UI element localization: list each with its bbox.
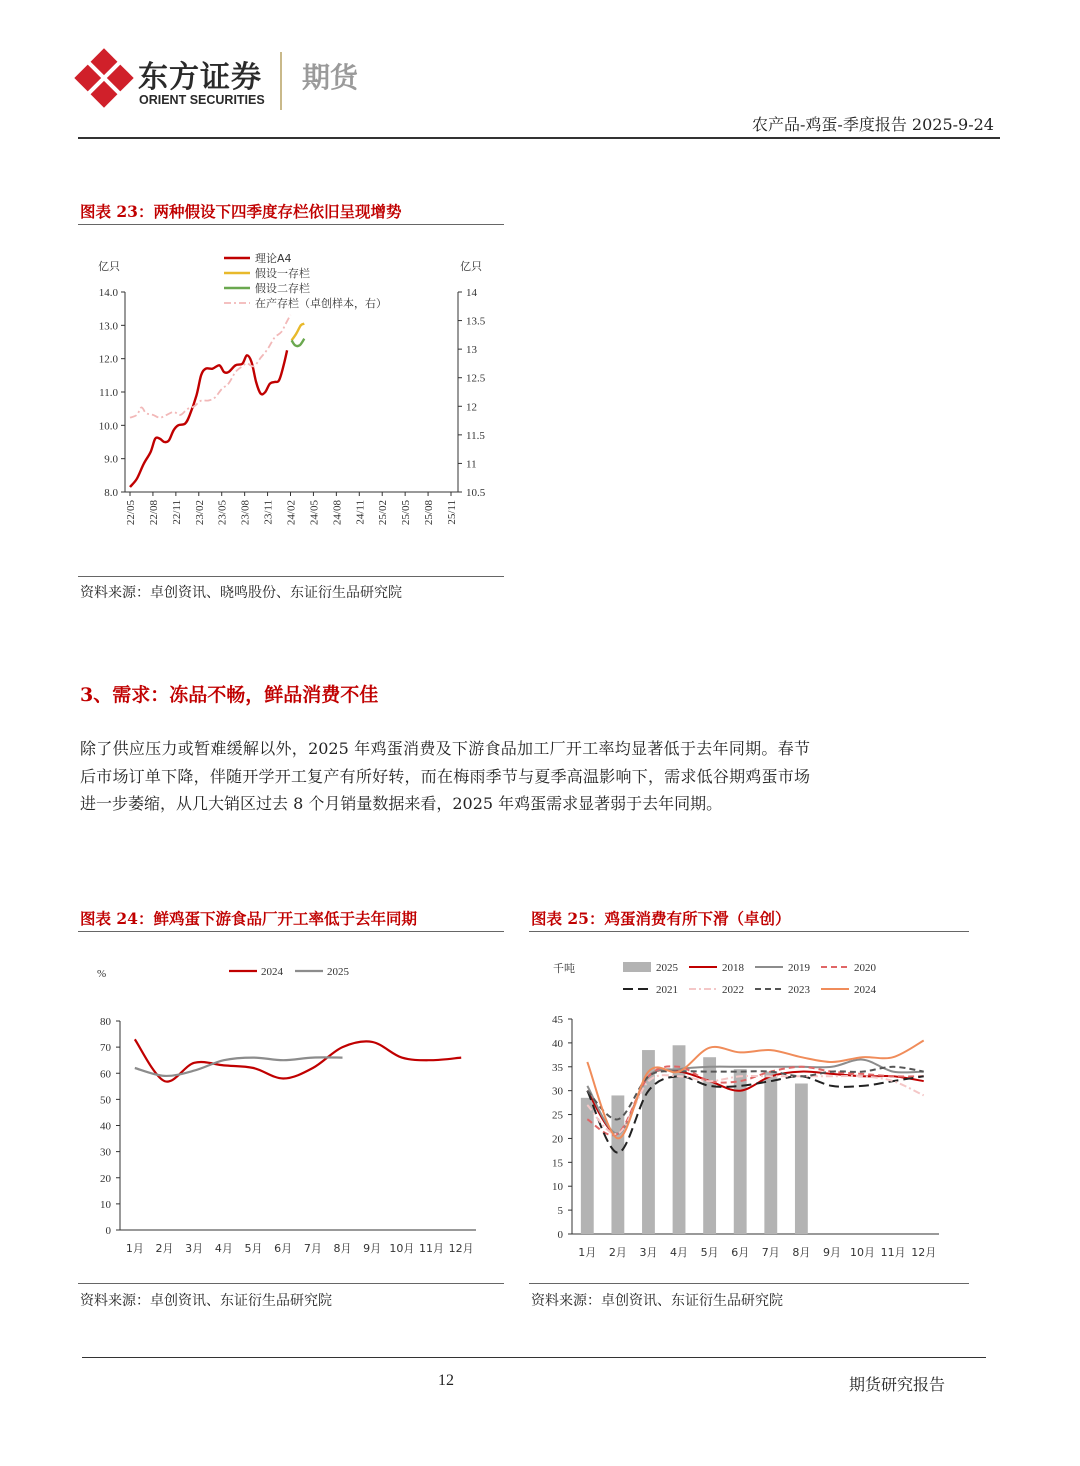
fig25-legend-label: 2023 [788, 984, 810, 996]
fig23-legend-label: 在产存栏（卓创样本，右） [255, 297, 387, 310]
fig25-x-tick-label: 4月 [670, 1246, 689, 1259]
fig23-left-tick-label: 9.0 [104, 453, 118, 466]
fig23-series-line [130, 315, 291, 418]
fig24-y-tick-label: 80 [100, 1016, 111, 1028]
fig25-legend-swatch [623, 962, 651, 972]
fig24-unit: % [97, 968, 107, 980]
fig23-x-tick-label: 23/05 [216, 500, 229, 526]
fig24-x-tick-label: 3月 [185, 1242, 204, 1255]
fig23-x-tick-label: 25/08 [423, 500, 436, 526]
fig25-bar [673, 1045, 686, 1234]
fig25-y-tick-label: 10 [552, 1181, 563, 1194]
header-rule [78, 137, 1000, 139]
fig23-title: 图表 23：两种假设下四季度存栏依旧呈现增势 [80, 202, 402, 221]
fig25-y-tick-label: 5 [557, 1205, 563, 1218]
fig23-x-tick-label: 23/08 [239, 500, 252, 526]
fig24-x-tick-label: 2月 [155, 1242, 174, 1255]
fig23-x-tick-label: 25/11 [446, 500, 458, 525]
fig23-right-tick-label: 13.5 [466, 315, 486, 328]
fig23-x-tick-label: 24/02 [285, 500, 298, 526]
fig24-y-tick-label: 30 [100, 1146, 111, 1159]
logo-subtitle: 期货 [302, 61, 359, 94]
fig25-y-tick-label: 0 [557, 1229, 563, 1241]
page-number: 12 [438, 1372, 454, 1389]
fig23-right-tick-label: 11.5 [466, 429, 485, 442]
fig23-x-tick-label: 24/08 [331, 500, 344, 526]
fig25-legend-label: 2019 [788, 962, 810, 974]
fig23-left-unit: 亿只 [98, 260, 120, 273]
fig25-x-tick-label: 6月 [731, 1246, 750, 1259]
fig23-left-tick-label: 10.0 [98, 420, 118, 433]
fig23-right-tick-label: 10.5 [466, 487, 486, 499]
fig25-x-tick-label: 8月 [792, 1246, 811, 1259]
logo-divider [280, 52, 282, 110]
fig23-right-unit: 亿只 [460, 260, 482, 273]
fig24-x-tick-label: 6月 [274, 1242, 293, 1255]
fig25-y-tick-label: 35 [552, 1061, 563, 1074]
fig25-legend-label: 2022 [722, 984, 744, 996]
fig24-y-tick-label: 70 [100, 1042, 111, 1055]
fig24-series-line [135, 1039, 461, 1081]
fig24-title: 图表 24：鲜鸡蛋下游食品厂开工率低于去年同期 [80, 909, 417, 928]
section-heading: 3、需求：冻品不畅，鲜品消费不佳 [80, 684, 379, 706]
fig25-x-tick-label: 2月 [608, 1246, 627, 1259]
fig25-y-tick-label: 40 [552, 1037, 563, 1050]
fig24-source: 资料来源：卓创资讯、东证衍生品研究院 [80, 1293, 332, 1309]
fig23-x-tick-label: 25/02 [377, 500, 390, 526]
fig25-title-rule [529, 931, 969, 932]
fig23-series-line [292, 324, 305, 341]
fig24-x-tick-label: 9月 [363, 1242, 382, 1255]
fig23-series-line [292, 339, 305, 346]
fig24-x-tick-label: 8月 [333, 1242, 352, 1255]
fig25-y-tick-label: 30 [552, 1085, 563, 1098]
fig25-bar [611, 1095, 624, 1234]
fig23-x-tick-label: 23/02 [193, 500, 206, 526]
fig24-y-tick-label: 40 [100, 1120, 111, 1133]
fig23-right-tick-label: 14 [466, 287, 477, 299]
fig24-y-tick-label: 10 [100, 1198, 111, 1211]
report-line: 农产品-鸡蛋-季度报告 2025-9-24 [752, 115, 994, 134]
fig23-x-tick-label: 22/08 [147, 500, 160, 526]
fig25-series-line [587, 1076, 923, 1153]
fig25-bar [764, 1072, 777, 1234]
fig23-right-tick-label: 11 [466, 458, 477, 471]
fig25-legend-label: 2025 [656, 962, 678, 974]
fig25-legend-label: 2021 [656, 984, 678, 996]
fig25-x-tick-label: 7月 [761, 1246, 780, 1259]
fig23-x-tick-label: 24/05 [308, 500, 321, 526]
fig25-x-tick-label: 1月 [578, 1246, 597, 1259]
fig23-left-tick-label: 11.0 [99, 387, 118, 399]
fig25-x-tick-label: 10月 [850, 1246, 876, 1259]
fig24-x-tick-label: 7月 [303, 1242, 322, 1255]
fig23-right-tick-label: 12.5 [466, 372, 486, 385]
fig25-x-tick-label: 9月 [822, 1246, 841, 1259]
fig25-legend-label: 2024 [854, 984, 876, 996]
fig25-series-line [587, 1041, 923, 1139]
logo-icon [74, 48, 134, 108]
logo-name-en: ORIENT SECURITIES [139, 93, 265, 107]
fig23-left-tick-label: 12.0 [98, 353, 118, 366]
fig23-left-tick-label: 13.0 [98, 320, 118, 333]
fig25-source: 资料来源：卓创资讯、东证衍生品研究院 [531, 1293, 783, 1309]
fig23-series-line [130, 350, 287, 487]
fig23-left-tick-label: 14.0 [98, 287, 118, 299]
fig24-y-tick-label: 50 [100, 1094, 111, 1107]
fig23-source-rule [78, 576, 504, 577]
fig25-legend-label: 2018 [722, 962, 744, 974]
fig25-chart [529, 944, 969, 1274]
fig24-source-rule [78, 1283, 504, 1284]
fig23-legend-label: 假设二存栏 [255, 282, 310, 295]
fig23-legend-label: 理论A4 [255, 252, 292, 265]
fig23-x-tick-label: 25/05 [400, 500, 413, 526]
fig25-x-tick-label: 5月 [700, 1246, 719, 1259]
fig25-y-tick-label: 25 [552, 1109, 563, 1122]
fig23-right-tick-label: 12 [466, 401, 477, 414]
fig24-x-tick-label: 11月 [419, 1242, 444, 1255]
fig24-y-tick-label: 60 [100, 1068, 111, 1081]
fig24-legend-label: 2024 [261, 966, 283, 978]
fig25-series-line [587, 1070, 923, 1134]
fig23-right-tick-label: 13 [466, 344, 477, 357]
fig24-x-tick-label: 4月 [214, 1242, 233, 1255]
fig24-x-tick-label: 1月 [125, 1242, 144, 1255]
fig23-chart [78, 232, 504, 572]
fig25-bar [795, 1084, 808, 1235]
fig23-x-tick-label: 22/11 [170, 500, 183, 525]
fig23-x-tick-label: 22/05 [125, 500, 137, 526]
fig23-x-tick-label: 23/11 [262, 500, 275, 525]
fig23-title-rule [78, 224, 504, 225]
fig25-bar [734, 1069, 747, 1234]
fig24-x-tick-label: 12月 [448, 1242, 474, 1255]
fig25-x-tick-label: 11月 [880, 1246, 906, 1259]
fig25-bar [581, 1098, 594, 1234]
fig23-source: 资料来源：卓创资讯、晓鸣股份、东证衍生品研究院 [80, 585, 402, 601]
fig25-y-tick-label: 20 [552, 1133, 563, 1146]
fig25-x-tick-label: 12月 [911, 1246, 937, 1259]
logo-name-cn: 东方证券 [138, 60, 262, 95]
fig24-x-tick-label: 10月 [389, 1242, 415, 1255]
fig24-y-tick-label: 20 [100, 1172, 111, 1185]
fig25-x-tick-label: 3月 [639, 1246, 658, 1259]
fig24-x-tick-label: 5月 [244, 1242, 263, 1255]
fig25-unit: 千吨 [553, 962, 575, 975]
footer-rule [82, 1357, 986, 1358]
fig25-y-tick-label: 45 [552, 1014, 563, 1026]
section-paragraph: 除了供应压力或暂难缓解以外，2025 年鸡蛋消费及下游食品加工厂开工率均显著低于去年同期。春节后市场订单下降，伴随开学开工复产有所好转，而在梅雨季节与夏季高温影响下，需求低谷期鸡蛋市场进一步萎缩，从几大销区过去 8 个月销量数据来看，2025 年鸡蛋需求显著弱于去年同期。 [80, 739, 810, 813]
footer-label: 期货研究报告 [849, 1375, 946, 1394]
fig23-legend-label: 假设一存栏 [255, 267, 310, 280]
fig24-legend-label: 2025 [327, 966, 349, 978]
fig24-y-tick-label: 0 [105, 1225, 111, 1237]
company-logo [74, 48, 134, 108]
fig25-legend-label: 2020 [854, 962, 876, 974]
fig24-title-rule [78, 931, 504, 932]
fig24-chart [78, 944, 504, 1274]
fig23-x-tick-label: 24/11 [354, 500, 367, 525]
fig25-y-tick-label: 15 [552, 1157, 563, 1170]
fig25-title: 图表 25：鸡蛋消费有所下滑（卓创） [531, 909, 791, 928]
fig25-source-rule [529, 1283, 969, 1284]
fig23-left-tick-label: 8.0 [104, 487, 118, 499]
